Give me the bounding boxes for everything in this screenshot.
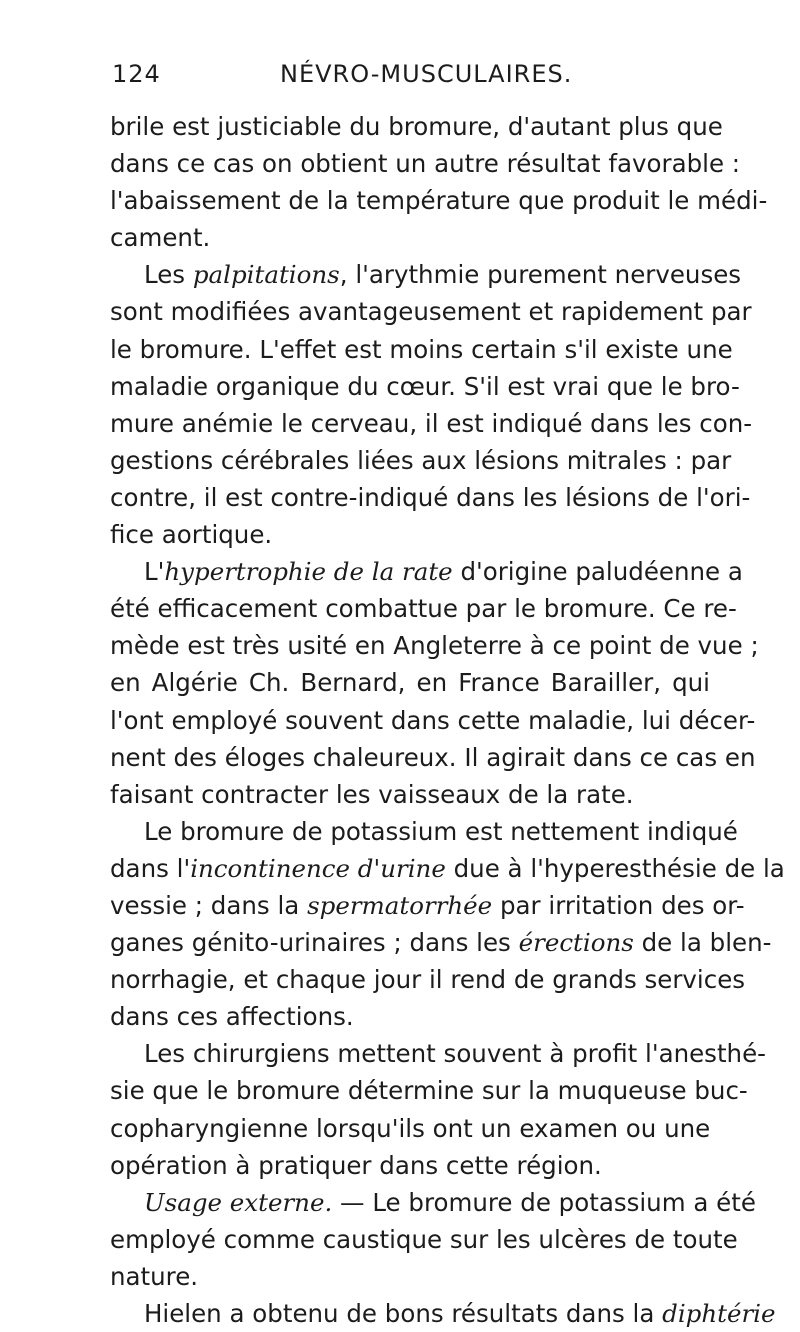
text-line: maladie organique du cœur. S'il est vrai que le bro- [110,371,740,401]
page-number: 124 [112,60,161,88]
text-line: nature. [110,1261,199,1291]
text-line: fice aortique. [110,520,273,550]
text-line: vessie ; dans la spermatorrhée par irritation des or- [110,890,745,920]
text-line: dans ces affections. [110,1002,354,1032]
text-line: été efficacement combattue par le bromure. Ce re- [110,594,737,624]
text-line: Hielen a obtenu de bons résultats dans la diphtérie [144,1299,776,1328]
text-line: contre, il est contre-indiqué dans les lésions de l'ori- [110,482,751,512]
text-line: l'abaissement de la température que produit le médi- [110,186,768,216]
text-line: dans ce cas on obtient un autre résultat favorable : [110,149,741,179]
text-line: Usage externe. — Le bromure de potassium a été [144,1187,756,1217]
running-header [112,60,652,100]
italic-term: hypertrophie de la rate [164,557,453,587]
italic-term: palpitations [192,260,340,290]
text-line: Les palpitations, l'arythmie purement nerveuses [144,260,742,290]
text-line: mure anémie le cerveau, il est indiqué dans les con- [110,408,753,438]
italic-term: incontinence d'urine [190,853,446,883]
text-line: en Algérie Ch. Bernard, en France Barailler, qui [110,668,710,698]
text-line: brile est justiciable du bromure, d'autant plus que [110,112,723,141]
text-line: sie que le bromure détermine sur la muqueuse buc- [110,1076,748,1106]
section-heading-italic: Usage externe. [144,1187,333,1217]
text-line: copharyngienne lorsqu'ils ont un examen ou une [110,1113,711,1143]
italic-term: diphtérie [662,1299,776,1328]
running-title: NÉVRO-MUSCULAIRES. [280,60,573,88]
text-line: mède est très usité en Angleterre à ce point de vue ; [110,631,759,661]
text-line: sont modifiées avantageusement et rapidement par [110,297,752,327]
text-line: employé comme caustique sur les ulcères de toute [110,1224,738,1254]
text-line: nent des éloges chaleureux. Il agirait dans ce cas en [110,742,756,772]
text-line: ganes génito-urinaires ; dans les érections de la blen- [110,928,772,958]
text-line: l'ont employé souvent dans cette maladie, lui décer- [110,705,756,735]
text-line: le bromure. L'effet est moins certain s'il existe une [110,334,733,364]
text-line: Les chirurgiens mettent souvent à profit l'anesthé- [144,1039,766,1069]
italic-term: spermatorrhée [307,890,493,920]
text-line: dans l'incontinence d'urine due à l'hyperesthésie de la [110,853,785,883]
text-line: L'hypertrophie de la rate d'origine paludéenne a [144,557,743,587]
text-line: opération à pratiquer dans cette région. [110,1150,602,1180]
text-line: norrhagie, et chaque jour il rend de grands services [110,965,746,995]
text-line: Le bromure de potassium est nettement indiqué [144,816,738,846]
italic-term: érections [518,928,634,958]
text-line: faisant contracter les vaisseaux de la rate. [110,779,634,809]
text-line: gestions cérébrales liées aux lésions mitrales : par [110,445,732,475]
body-text [110,108,785,1332]
text-line: cament. [110,223,211,253]
